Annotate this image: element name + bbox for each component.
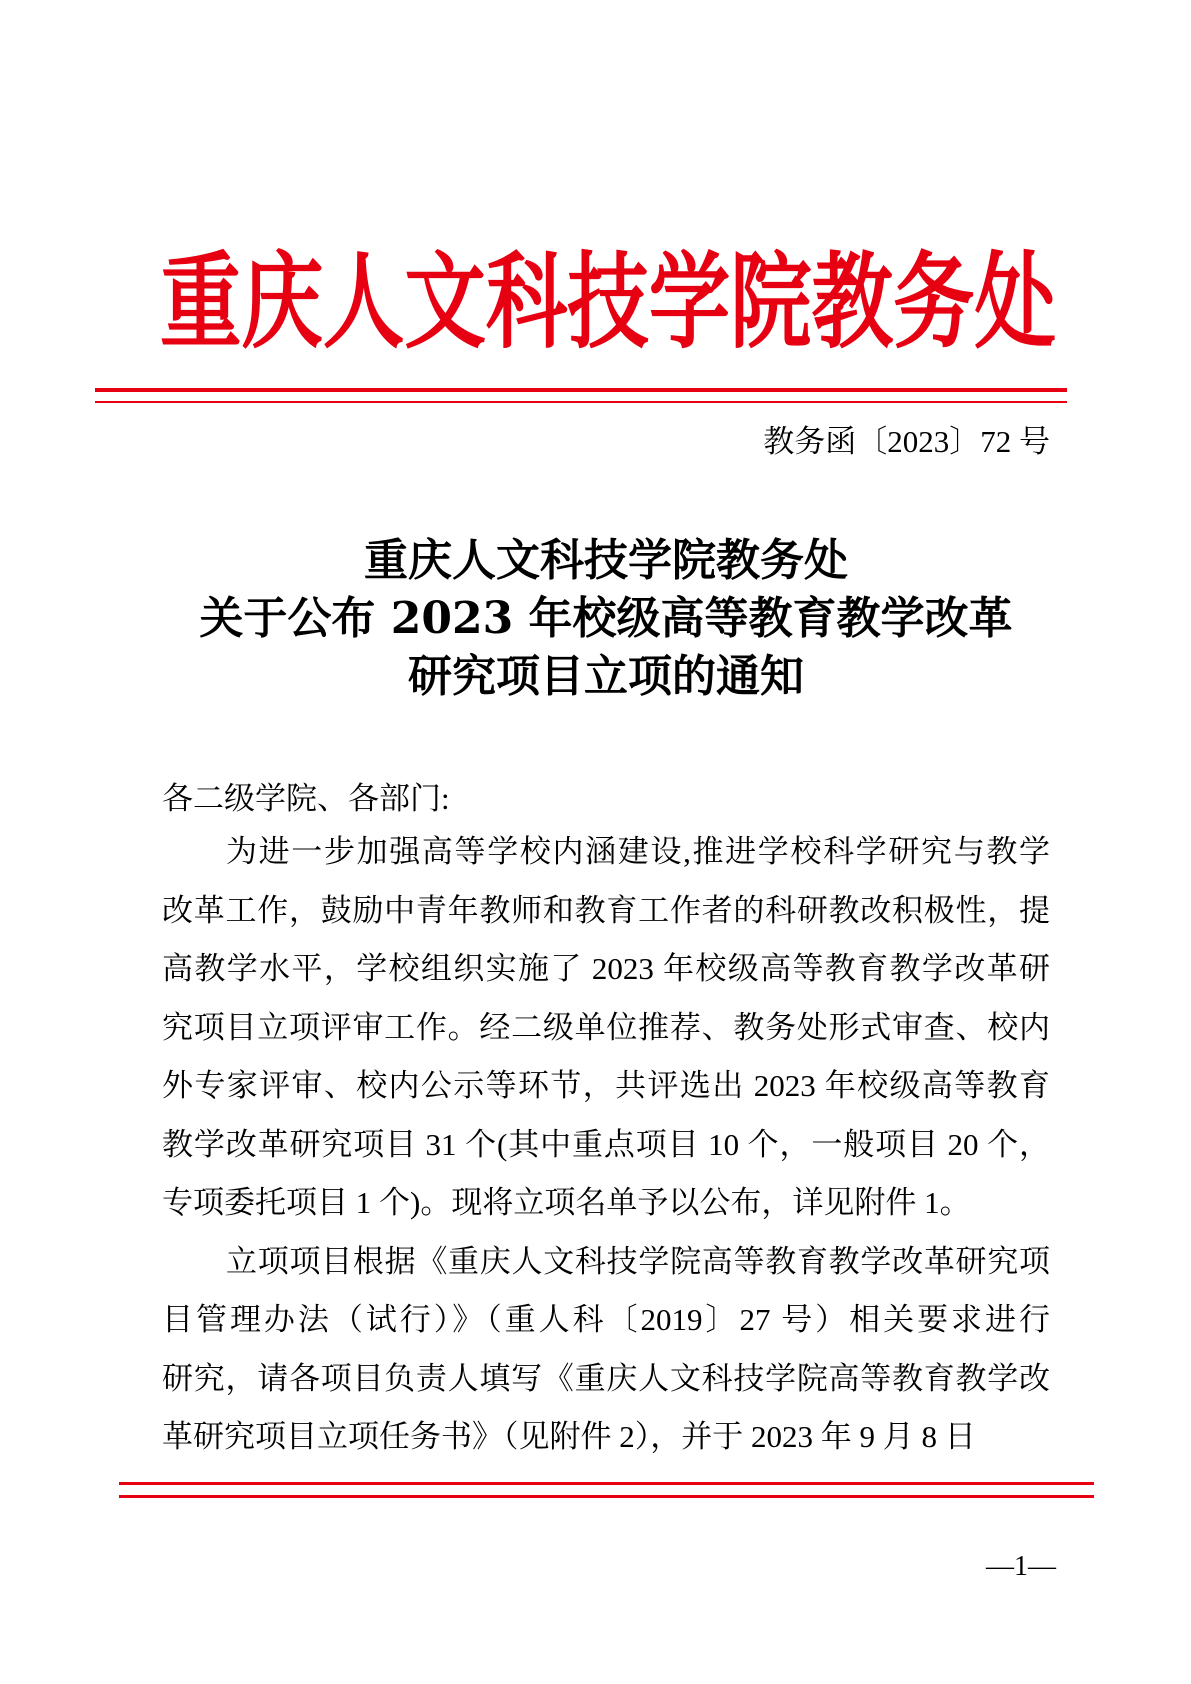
document-number: 教务函〔2023〕72 号 [763,424,1050,459]
body-line: 外专家评审、校内公示等环节，共评选出 2023 年校级高等教育 [162,1068,1050,1103]
footer-rule-upper [119,1482,1094,1485]
body-line: 高教学水平，学校组织实施了 2023 年校级高等教育教学改革研 [162,951,1050,986]
body-line: 目管理办法（试行）》（重人科〔2019〕27 号）相关要求进行 [162,1302,1050,1337]
notice-body [162,823,1050,1467]
body-line: 改革工作，鼓励中青年教师和教育工作者的科研教改积极性，提 [162,892,1050,928]
page-number: —1— [986,1551,1056,1582]
body-line: 究项目立项评审工作。经二级单位推荐、教务处形式审查、校内 [162,1009,1050,1045]
notice-title-line: 研究项目立项的通知 [408,651,804,702]
body-line: 立项项目根据《重庆人文科技学院高等教育教学改革研究项 [226,1243,1050,1279]
notice-title [162,532,1050,706]
letterhead-org-name: 重庆人文科技学院教务处 [160,240,1057,363]
notice-title-line: 关于公布 2023 年校级高等教育教学改革 [199,593,1013,644]
footer-rule-lower [119,1495,1094,1498]
body-line: 为进一步加强高等学校内涵建设,推进学校科学研究与教学 [226,834,1050,869]
letterhead [160,240,1056,364]
letterhead-rule-thin [95,401,1067,403]
body-paragraph [162,823,1050,1233]
body-line: 革研究项目立项任务书》（见附件 2），并于 2023 年 9 月 8 日 [162,1419,976,1454]
letterhead-rule-thick [95,388,1067,392]
salutation: 各二级学院、各部门: [162,781,450,816]
body-paragraph [162,1233,1050,1467]
body-line: 研究，请各项目负责人填写《重庆人文科技学院高等教育教学改 [162,1360,1050,1396]
notice-title-line: 重庆人文科技学院教务处 [364,535,848,586]
body-line: 教学改革研究项目 31 个(其中重点项目 10 个，一般项目 20 个， [162,1126,1050,1162]
body-line: 专项委托项目 1 个)。现将立项名单予以公布，详见附件 1。 [162,1185,971,1220]
